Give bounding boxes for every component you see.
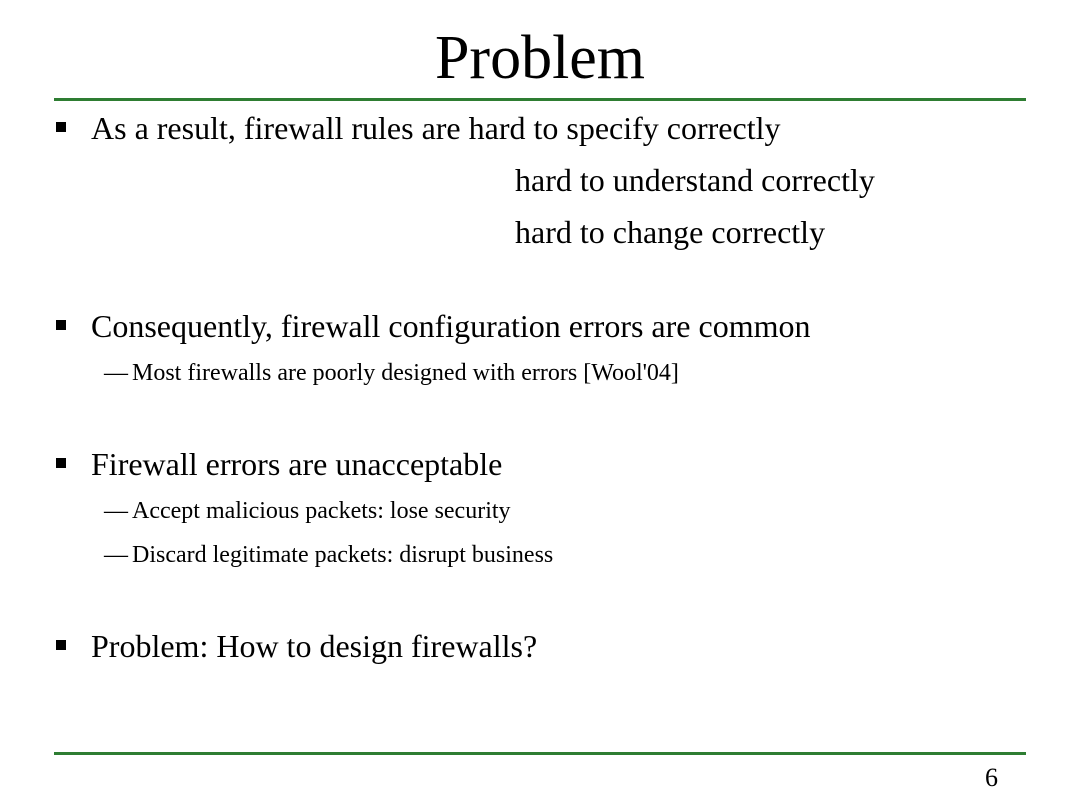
bullet-text: Firewall errors are unacceptable: [91, 446, 503, 482]
square-bullet-icon: [56, 640, 66, 650]
dash-icon: —: [104, 360, 128, 386]
square-bullet-icon: [56, 320, 66, 330]
sub-bullet-item: [104, 540, 553, 570]
bullet-continuation: hard to understand correctly: [515, 162, 875, 198]
dash-icon: —: [104, 542, 128, 568]
sub-bullet-text: Discard legitimate packets: disrupt business: [132, 542, 554, 568]
page-number: 6: [985, 763, 998, 792]
dash-icon: —: [104, 498, 128, 524]
bullet-text: Consequently, firewall configuration errors are common: [91, 308, 811, 344]
bullet-text: Problem: How to design firewalls?: [91, 628, 538, 664]
title-divider: [54, 98, 1026, 101]
footer-divider: [54, 752, 1026, 755]
sub-bullet-text: Accept malicious packets: lose security: [132, 498, 511, 524]
sub-bullet-item: [104, 358, 679, 388]
bullet-text: As a result, firewall rules are hard to specify correctly: [91, 110, 781, 146]
bullet-continuation: hard to change correctly: [515, 214, 826, 250]
square-bullet-icon: [56, 458, 66, 468]
sub-bullet-text: Most firewalls are poorly designed with errors [Wool'04]: [132, 360, 679, 386]
square-bullet-icon: [56, 122, 66, 132]
sub-bullet-item: [104, 496, 511, 526]
slide-title: Problem: [434, 24, 646, 92]
